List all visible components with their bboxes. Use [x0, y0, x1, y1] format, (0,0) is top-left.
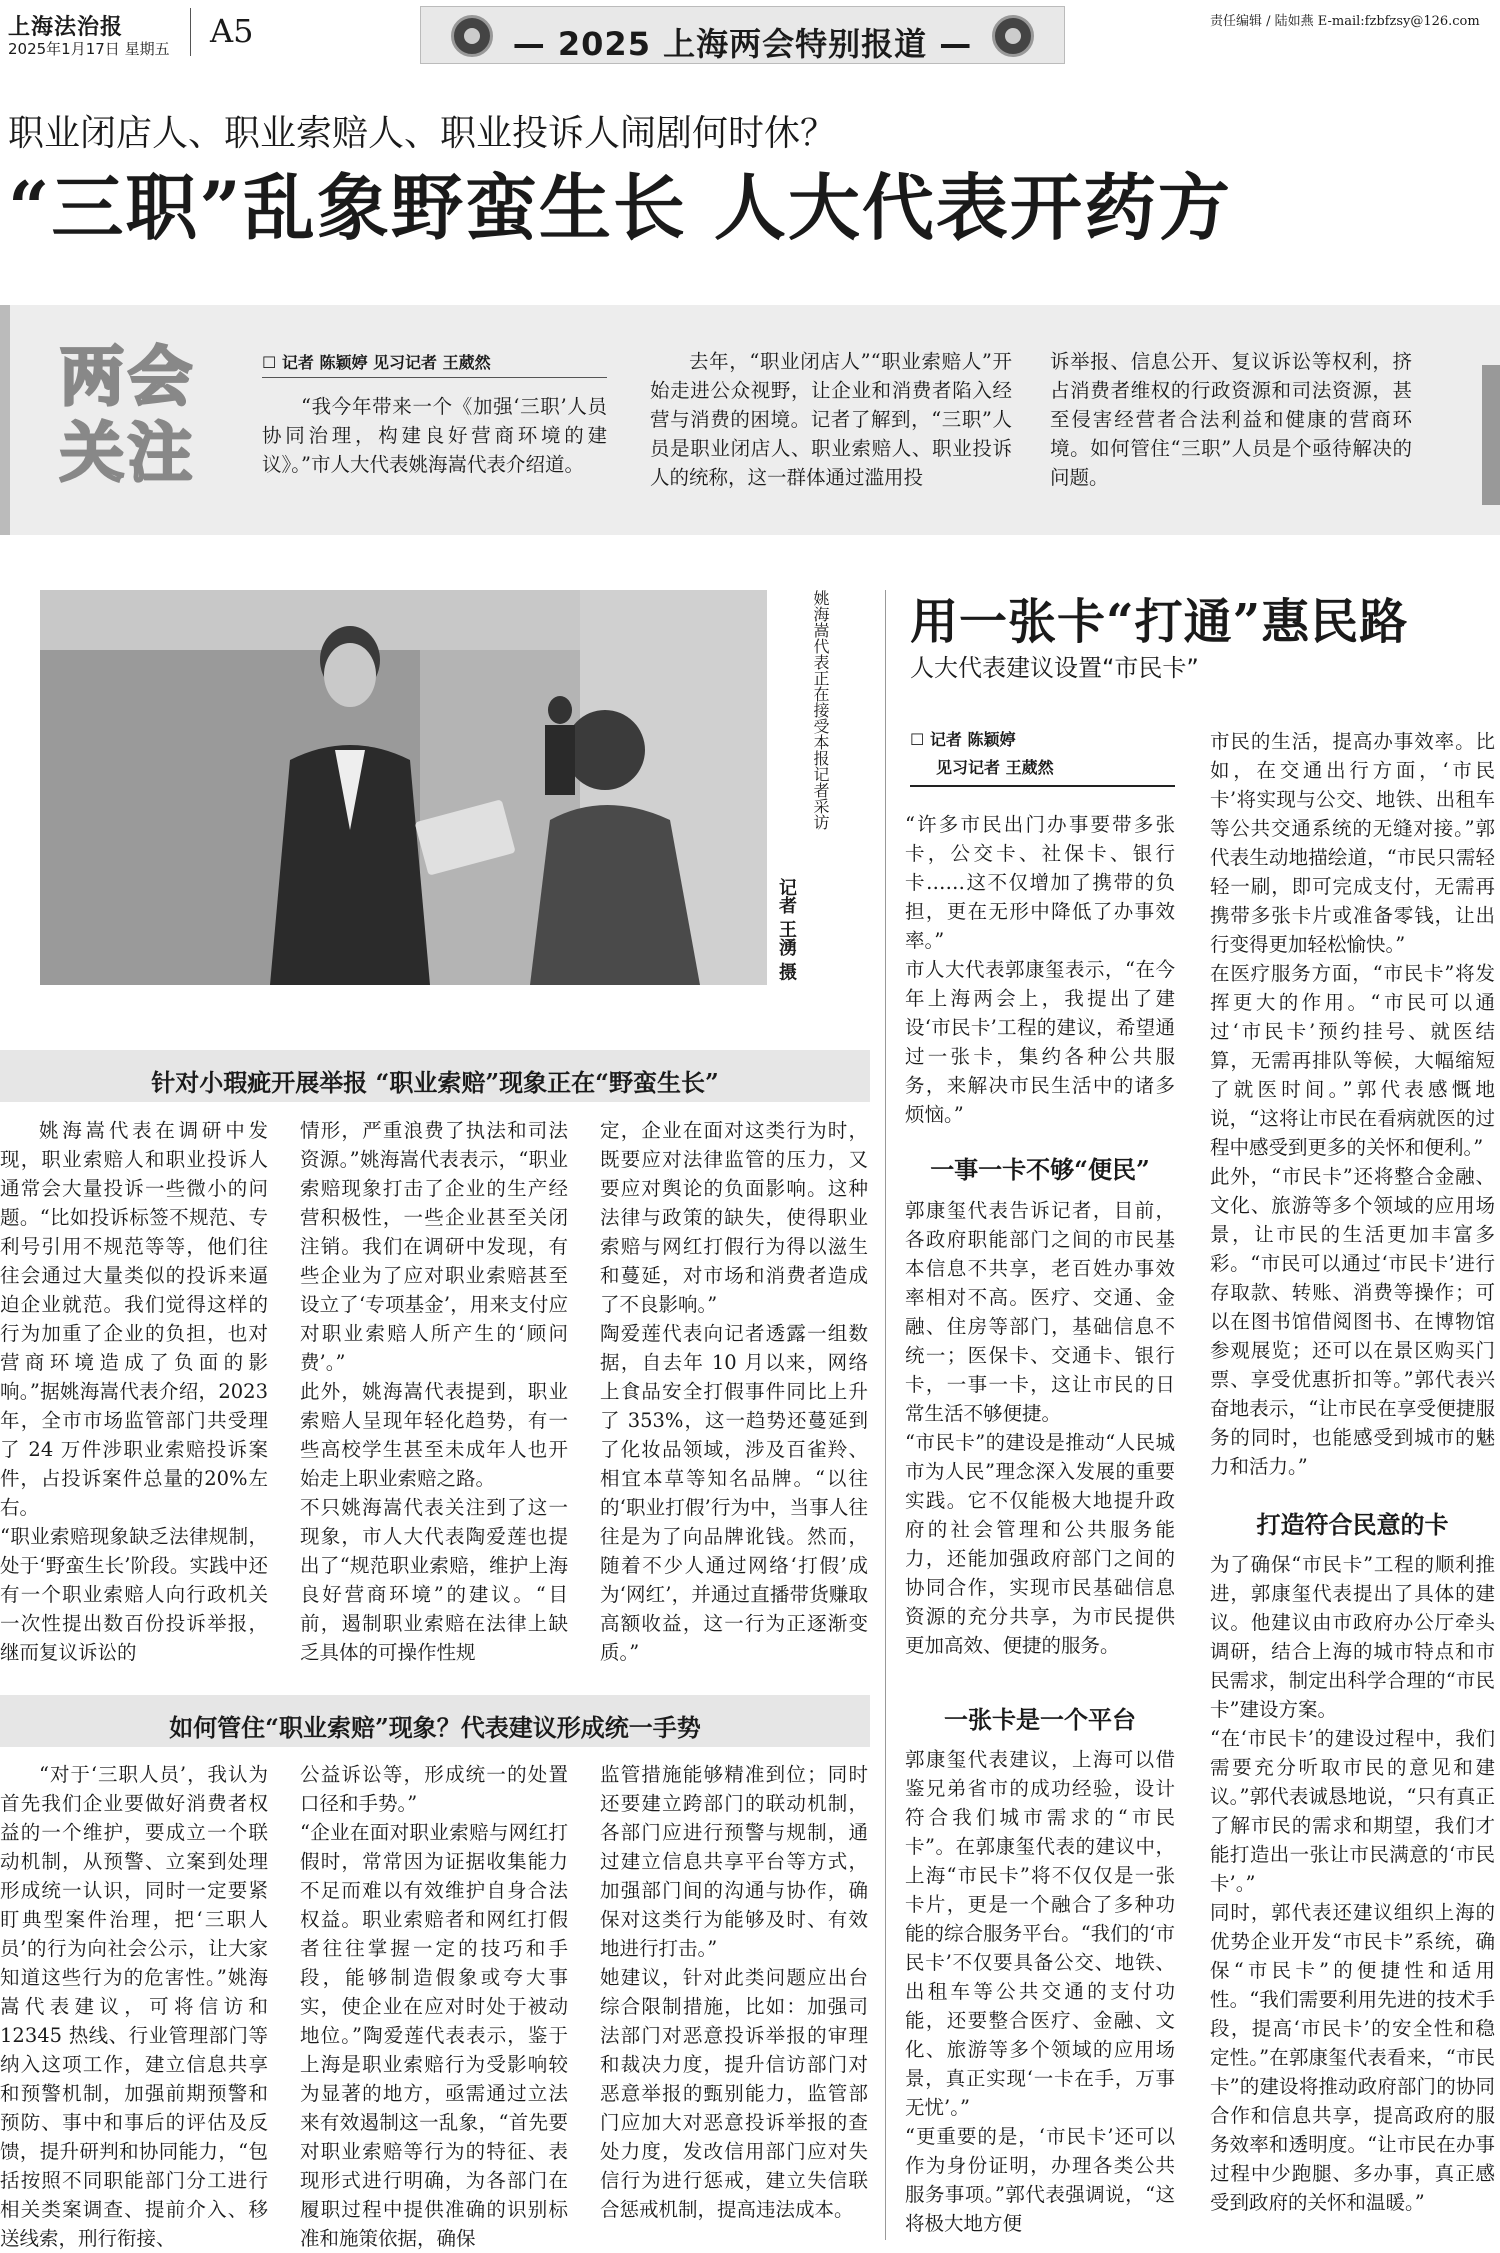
section1-col3: 定，企业在面对这类行为时，既要应对法律监管的压力，又要应对舆论的负面影响。这种法律与政策的缺失，使得职业索赔与网红打假行为得以滋生和蔓延，对市场和消费者造成了不良影响。” 陶爱莲代表向记者透露一组数据，自去年 10 月以来，网络上食品安全打假事件同比上升了 353%，这一趋势还蔓延到了化妆品领域，涉及百雀羚、相宜本草等知名品牌。“以往的‘职业打假’行为中，当事人往往是为了向品牌讹钱。然而，随着不少人通过网络‘打假’成为‘网红’，并通过直播带货赚取高额收益，这一行为正逐渐变质。” — [600, 1119, 868, 1664]
focus-title-line2: 关注 — [60, 417, 196, 491]
article2-byline-rule — [910, 785, 1175, 787]
article2-col1-p3: 郭康玺代表建议，上海可以借鉴兄弟省市的成功经验，设计符合我们城市需求的“市民卡”。在郭康玺代表的建议中，上海“市民卡”将不仅仅是一张卡片，更是一个融合了多种功能的综合服务平台。“我们的‘市民卡’不仅要具备公交、地铁、出租车等公共交通的支付功能，还要整合医疗、金融、文化、旅游等多个领域的应用场景，真正实现‘一卡在手，万事无忧’。” “更重要的是，‘市民卡’还可以作为身份证明，办理各类公共服务事项。”郭代表强调说，“这将极大地方便 — [905, 1748, 1175, 2235]
banner-title: — 2025 上海两会特别报道 — — [512, 25, 973, 63]
section2-col3: 监管措施能够精准到位；同时还要建立跨部门的联动机制，各部门应进行预警与规制，通过建立信息共享平台等方式，加强部门间的沟通与协作，确保对这类行为能够及时、有效地进行打击。” 她建议，针对此类问题应出台综合限制措施，比如：加强司法部门对恶意投诉举报的审理和裁决力度，提升信访部门对恶意举报的甄别能力，监管部门应加大对恶意投诉举报的查处力度，发改信用部门应对失信行为进行惩戒，建立失信联合惩戒机制，提高违法成本。 — [600, 1763, 868, 2221]
special-report-banner — [420, 6, 1065, 64]
focus-col1: “我今年带来一个《加强‘三职’人员协同治理，构建良好营商环境的建议》。”市人大代表姚海嵩代表介绍道。 — [262, 395, 607, 476]
byline-rule — [262, 377, 607, 378]
focus-section-title — [60, 340, 196, 492]
section2-title: 如何管住“职业索赔”现象？代表建议形成统一手势 — [169, 1713, 701, 1742]
article2-byline-reporter: ☐ 记者 陈颖婷 — [910, 730, 1016, 749]
focus-left-bar — [0, 305, 10, 535]
article2-title: 用一张卡“打通”惠民路 — [910, 594, 1409, 650]
editor-line: 责任编辑 / 陆如燕 E-mail:fzbfzsy@126.com — [1210, 14, 1480, 29]
article2-col2-p1: 市民的生活，提高办事效率。比如，在交通出行方面，‘市民卡’将实现与公交、地铁、出租车等公共交通系统的无缝对接。”郭代表生动地描绘道，“市民只需轻轻一刷，即可完成支付，无需再携带多张卡片或准备零钱，让出行变得更加轻松愉快。” 在医疗服务方面，“市民卡”将发挥更大的作用。“市民可以通过‘市民卡’预约挂号、就医结算，无需再排队等候，大幅缩短了就医时间。”郭代表感慨地说，“这将让市民在看病就医的过程中感受到更多的关怀和便利。” 此外，“市民卡”还将整合金融、文化、旅游等多个领域的应用场景，让市民的生活更加丰富多彩。“市民可以通过‘市民卡’进行存取款、转账、消费等操作；可以在图书馆借阅图书、在博物馆参观展览；还可以在景区购买门票、享受优惠折扣等。”郭代表兴奋地表示，“让市民在享受便捷服务的同时，也能感受到城市的魅力和活力。” — [1210, 730, 1495, 1478]
congress-emblem-icon — [992, 15, 1034, 57]
article2-col2-p2: 为了确保“市民卡”工程的顺利推进，郭康玺代表提出了具体的建议。他建议由市政府办公厅牵头调研，结合上海的城市特点和市民需求，制定出科学合理的“市民卡”建设方案。 “在‘市民卡’的建设过程中，我们需要充分听取市民的意见和建议。”郭代表诚恳地说，“只有真正了解市民的需求和期望，我们才能打造出一张让市民满意的‘市民卡’。” 同时，郭代表还建议组织上海的优势企业开发“市民卡”系统，确保“市民卡”的便捷性和适用性。“我们需要利用先进的技术手段，提高‘市民卡’的安全性和稳定性。”在郭康玺代表看来，“市民卡”的建设将推动政府部门的协同合作和信息共享，提高政府的服务效率和透明度。“让市民在办事过程中少跑腿、多办事，真正感受到政府的关怀和温暖。” — [1210, 1553, 1495, 2214]
section2-col2: 公益诉讼等，形成统一的处置口径和手势。” “企业在面对职业索赔与网红打假时，常常因为证据收集能力不足而难以有效维护自身合法权益。职业索赔者和网红打假者往往掌握一定的技巧和手段，能够制造假象或夸大事实，使企业在应对时处于被动地位。”陶爱莲代表表示，鉴于上海是职业索赔行为受影响较为显著的地方，亟需通过立法来有效遏制这一乱象，“首先要对职业索赔等行为的特征、表现形式进行明确，为各部门在履职过程中提供准确的识别标准和施策依据，确保 — [300, 1763, 568, 2250]
section1-title: 针对小瑕疵开展举报 “职业索赔”现象正在“野蛮生长” — [151, 1068, 719, 1097]
masthead-divider — [190, 8, 191, 56]
article2-subhead2: 一张卡是一个平台 — [944, 1705, 1136, 1734]
page-number: A5 — [210, 12, 254, 50]
issue-date: 2025年1月17日 星期五 — [8, 40, 170, 58]
headline-kicker: 职业闭店人、职业索赔人、职业投诉人闹剧何时休？ — [8, 113, 837, 154]
paper-name: 上海法治报 — [8, 14, 124, 40]
column-divider — [885, 590, 886, 2240]
focus-right-bar — [1482, 365, 1500, 505]
section1-col2: 情形，严重浪费了执法和司法资源。”姚海嵩代表表示，“职业索赔现象打击了企业的生产经营积极性，一些企业甚至关闭注销。我们在调研中发现，有些企业为了应对职业索赔甚至设立了‘专项基金’，用来支付应对职业索赔人所产生的‘顾问费’。” 此外，姚海嵩代表提到，职业索赔人呈现年轻化趋势，有一些高校学生甚至未成年人也开始走上职业索赔之路。 不只姚海嵩代表关注到了这一现象，市人大代表陶爱莲也提出了“规范职业索赔，维护上海良好营商环境”的建议。“目前，遏制职业索赔在法律上缺乏具体的可操作性规 — [300, 1119, 568, 1664]
article2-byline-trainee: 见习记者 王葳然 — [936, 758, 1054, 777]
article2-col1-p2: 郭康玺代表告诉记者，目前，各政府职能部门之间的市民基本信息不共享，老百姓办事效率相对不高。医疗、交通、金融、住房等部门，基础信息不统一；医保卡、交通卡、银行卡，一事一卡，这让市民的日常生活不够便捷。 “市民卡”的建设是推动“人民城市为人民”理念深入发展的重要实践。它不仅能极大地提升政府的社会管理和公共服务能力，还能加强政府部门之间的协同合作，实现市民基础信息资源的充分共享，为市民提供更加高效、便捷的服务。 — [905, 1199, 1175, 1657]
news-photo — [40, 590, 767, 985]
article2-subhead3: 打造符合民意的卡 — [1256, 1510, 1449, 1539]
photo-caption: 姚海嵩代表正在接受本报记者采访 — [811, 590, 830, 830]
focus-col2: 去年，“职业闭店人”“职业索赔人”开始走进公众视野，让企业和消费者陷入经营与消费的困境。记者了解到，“三职”人员是职业闭店人、职业索赔人、职业投诉人的统称，这一群体通过滥用投 — [650, 350, 1012, 489]
article2-intro: “许多市民出门办事要带多张卡，公交卡、社保卡、银行卡……这不仅增加了携带的负担，更在无形中降低了办事效率。” 市人大代表郭康玺表示，“在今年上海两会上，我提出了建设‘市民卡’工程的建议，希望通过一张卡，集约各种公共服务，来解决市民生活中的诸多烦恼。” — [905, 813, 1175, 1126]
photo-credit: 记者 王湧 摄 — [776, 878, 797, 981]
focus-title-line1: 两会 — [60, 341, 196, 415]
focus-byline: ☐ 记者 陈颖婷 见习记者 王葳然 — [262, 353, 491, 372]
section2-col1: “对于‘三职人员’，我认为首先我们企业要做好消费者权益的一个维护，要成立一个联动机制，从预警、立案到处理形成统一认识，同时一定要紧盯典型案件治理，把‘三职人员’的行为向社会公示，让大家知道这些行为的危害性。”姚海嵩代表建议，可将信访和 12345 热线、行业管理部门等纳入这项工作，建立信息共享和预警机制，加强前期预警和预防、事中和事后的评估及反馈，提升研判和协同能力，“包括按照不同职能部门分工进行相关类案调查、提前介入、移送线索，刑行衔接、 — [0, 1763, 268, 2250]
article2-subtitle: 人大代表建议设置“市民卡” — [910, 654, 1199, 682]
section1-col1: 姚海嵩代表在调研中发现，职业索赔人和职业投诉人通常会大量投诉一些微小的问题。“比如投诉标签不规范、专利号引用不规范等等，他们往往会通过大量类似的投诉来逼迫企业就范。我们觉得这样的行为加重了企业的负担，也对营商环境造成了负面的影响。”据姚海嵩代表介绍，2023 年，全市市场监管部门共受理了 24 万件涉职业索赔投诉案件，占投诉案件总量的20%左右。 “职业索赔现象缺乏法律规制，处于‘野蛮生长’阶段。实践中还有一个职业索赔人向行政机关一次性提出数百份投诉举报，继而复议诉讼的 — [0, 1119, 268, 1664]
article2-subhead1: 一事一卡不够“便民” — [930, 1155, 1150, 1184]
main-headline: “三职”乱象野蛮生长 人大代表开药方 — [8, 165, 1232, 250]
focus-col3: 诉举报、信息公开、复议诉讼等权利，挤占消费者维权的行政资源和司法资源，甚至侵害经营者合法利益和健康的营商环境。如何管住“三职”人员是个亟待解决的问题。 — [1050, 350, 1412, 489]
